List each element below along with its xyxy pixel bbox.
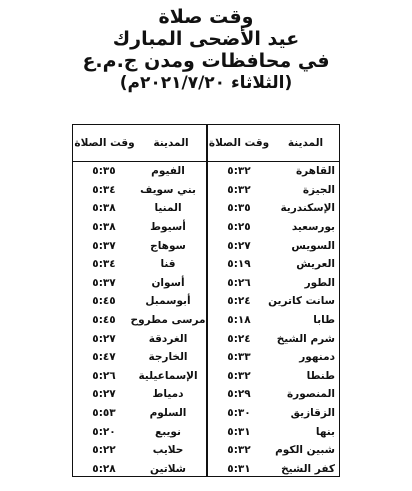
- city-left-cell: قنا: [160, 258, 176, 271]
- table-row: [73, 367, 339, 386]
- time-right-cell: ٥:١٨: [227, 314, 251, 327]
- page-header: [0, 6, 412, 94]
- city-right-cell: القاهرة: [295, 165, 335, 178]
- date-line: (الثلاثاء ٢٠٢١/٧/٢٠م): [119, 73, 293, 93]
- time-right-cell: ٥:٣٠: [227, 407, 251, 420]
- table-row: [73, 218, 339, 237]
- time-right-cell: ٥:٢٦: [227, 276, 251, 289]
- city-right-cell: بورسعيد: [291, 221, 335, 234]
- time-right-cell: ٥:٣١: [227, 425, 251, 438]
- time-left-cell: ٥:٤٥: [92, 295, 116, 308]
- time-right-cell: ٥:٣٣: [227, 351, 251, 364]
- city-right-cell: سانت كاترين: [268, 295, 335, 308]
- prayer-times-table: [72, 124, 340, 477]
- table-row: [73, 329, 339, 348]
- time-right-cell: ٥:٢٧: [227, 239, 251, 252]
- time-right-cell: ٥:١٩: [227, 258, 251, 271]
- city-right-cell: دمنهور: [299, 351, 335, 364]
- time-left-cell: ٥:٣٧: [92, 276, 116, 289]
- table-row: [73, 311, 339, 330]
- time-left-cell: ٥:٣٨: [92, 202, 116, 215]
- table-row: [73, 404, 339, 423]
- time-right-cell: ٥:٣٢: [227, 165, 251, 178]
- time-left-cell: ٥:٣٤: [92, 183, 116, 196]
- table-row: [73, 199, 339, 218]
- city-right-cell: شبين الكوم: [275, 444, 335, 457]
- header-time-left: وقت الصلاة: [74, 137, 135, 149]
- table-row: [73, 236, 339, 255]
- city-right-cell: الإسكندرية: [280, 202, 335, 215]
- table-row: [73, 162, 339, 181]
- city-right-cell: الطور: [304, 276, 335, 289]
- city-left-cell: الفيوم: [151, 165, 185, 178]
- table-row: [73, 460, 339, 479]
- time-left-cell: ٥:٥٣: [92, 407, 116, 420]
- city-right-cell: العريش: [296, 258, 335, 271]
- time-right-cell: ٥:٣٥: [227, 202, 251, 215]
- time-right-cell: ٥:٣٢: [227, 183, 251, 196]
- city-right-cell: السويس: [291, 239, 335, 252]
- city-left-cell: بني سويف: [140, 183, 196, 196]
- city-left-cell: أبوسمبل: [145, 295, 191, 308]
- time-left-cell: ٥:٣٨: [92, 221, 116, 234]
- time-right-cell: ٥:٢٤: [227, 332, 251, 345]
- city-left-cell: الخارجة: [148, 351, 188, 364]
- table-row: [73, 292, 339, 311]
- time-left-cell: ٥:٢٠: [92, 425, 116, 438]
- time-left-cell: ٥:٣٥: [92, 165, 116, 178]
- city-left-cell: السلوم: [149, 407, 187, 420]
- city-right-cell: طنطا: [306, 369, 335, 382]
- city-left-cell: نويبع: [155, 425, 181, 438]
- time-right-cell: ٥:٢٥: [227, 221, 251, 234]
- time-left-cell: ٥:٢٧: [92, 332, 116, 345]
- city-left-cell: حلايب: [152, 444, 184, 457]
- table-row: [73, 422, 339, 441]
- title-line-1: وقت صلاة: [158, 6, 254, 28]
- city-left-cell: الغردقة: [148, 332, 188, 345]
- table-body: [73, 162, 339, 478]
- table-row: [73, 441, 339, 460]
- city-left-cell: الإسماعيلية: [138, 369, 198, 382]
- city-left-cell: سوهاج: [150, 239, 186, 252]
- time-left-cell: ٥:٣٤: [92, 258, 116, 271]
- time-right-cell: ٥:٢٤: [227, 295, 251, 308]
- city-right-cell: بنها: [315, 425, 335, 438]
- header-city-left: المدينة: [153, 137, 189, 149]
- header-time-right: وقت الصلاة: [208, 137, 270, 149]
- city-left-cell: أسوان: [151, 276, 185, 289]
- time-right-cell: ٥:٣١: [227, 462, 251, 475]
- city-left-cell: دمياط: [152, 388, 184, 401]
- time-right-cell: ٥:٣٢: [227, 369, 251, 382]
- table-row: [73, 181, 339, 200]
- time-left-cell: ٥:٢٨: [92, 462, 116, 475]
- table-row: [73, 274, 339, 293]
- table-row: [73, 348, 339, 367]
- time-left-cell: ٥:٣٧: [92, 239, 116, 252]
- city-right-cell: الجيزة: [302, 183, 335, 196]
- header-city-right: المدينة: [287, 137, 324, 149]
- time-left-cell: ٥:٤٧: [92, 351, 116, 364]
- time-left-cell: ٥:٢٢: [92, 444, 116, 457]
- city-right-cell: الزقازيق: [290, 407, 335, 420]
- time-left-cell: ٥:٢٧: [92, 388, 116, 401]
- time-left-cell: ٥:٢٦: [92, 369, 116, 382]
- city-left-cell: المنيا: [154, 202, 182, 215]
- city-left-cell: شلاتين: [150, 462, 186, 475]
- city-right-cell: المنصورة: [286, 388, 335, 401]
- city-right-cell: طابا: [313, 314, 335, 327]
- table-row: [73, 385, 339, 404]
- title-line-3: في محافظات ومدن ج.م.ع: [82, 50, 330, 72]
- time-right-cell: ٥:٣٢: [227, 444, 251, 457]
- table-row: [73, 255, 339, 274]
- city-left-cell: أسيوط: [150, 221, 186, 234]
- table-header: [73, 125, 339, 162]
- city-left-cell: مرسى مطروح: [130, 314, 206, 327]
- city-right-cell: كفر الشيخ: [281, 462, 335, 475]
- time-right-cell: ٥:٢٩: [227, 388, 251, 401]
- title-line-2: عيد الأضحى المبارك: [112, 28, 300, 50]
- city-right-cell: شرم الشيخ: [276, 332, 335, 345]
- time-left-cell: ٥:٤٥: [92, 314, 116, 327]
